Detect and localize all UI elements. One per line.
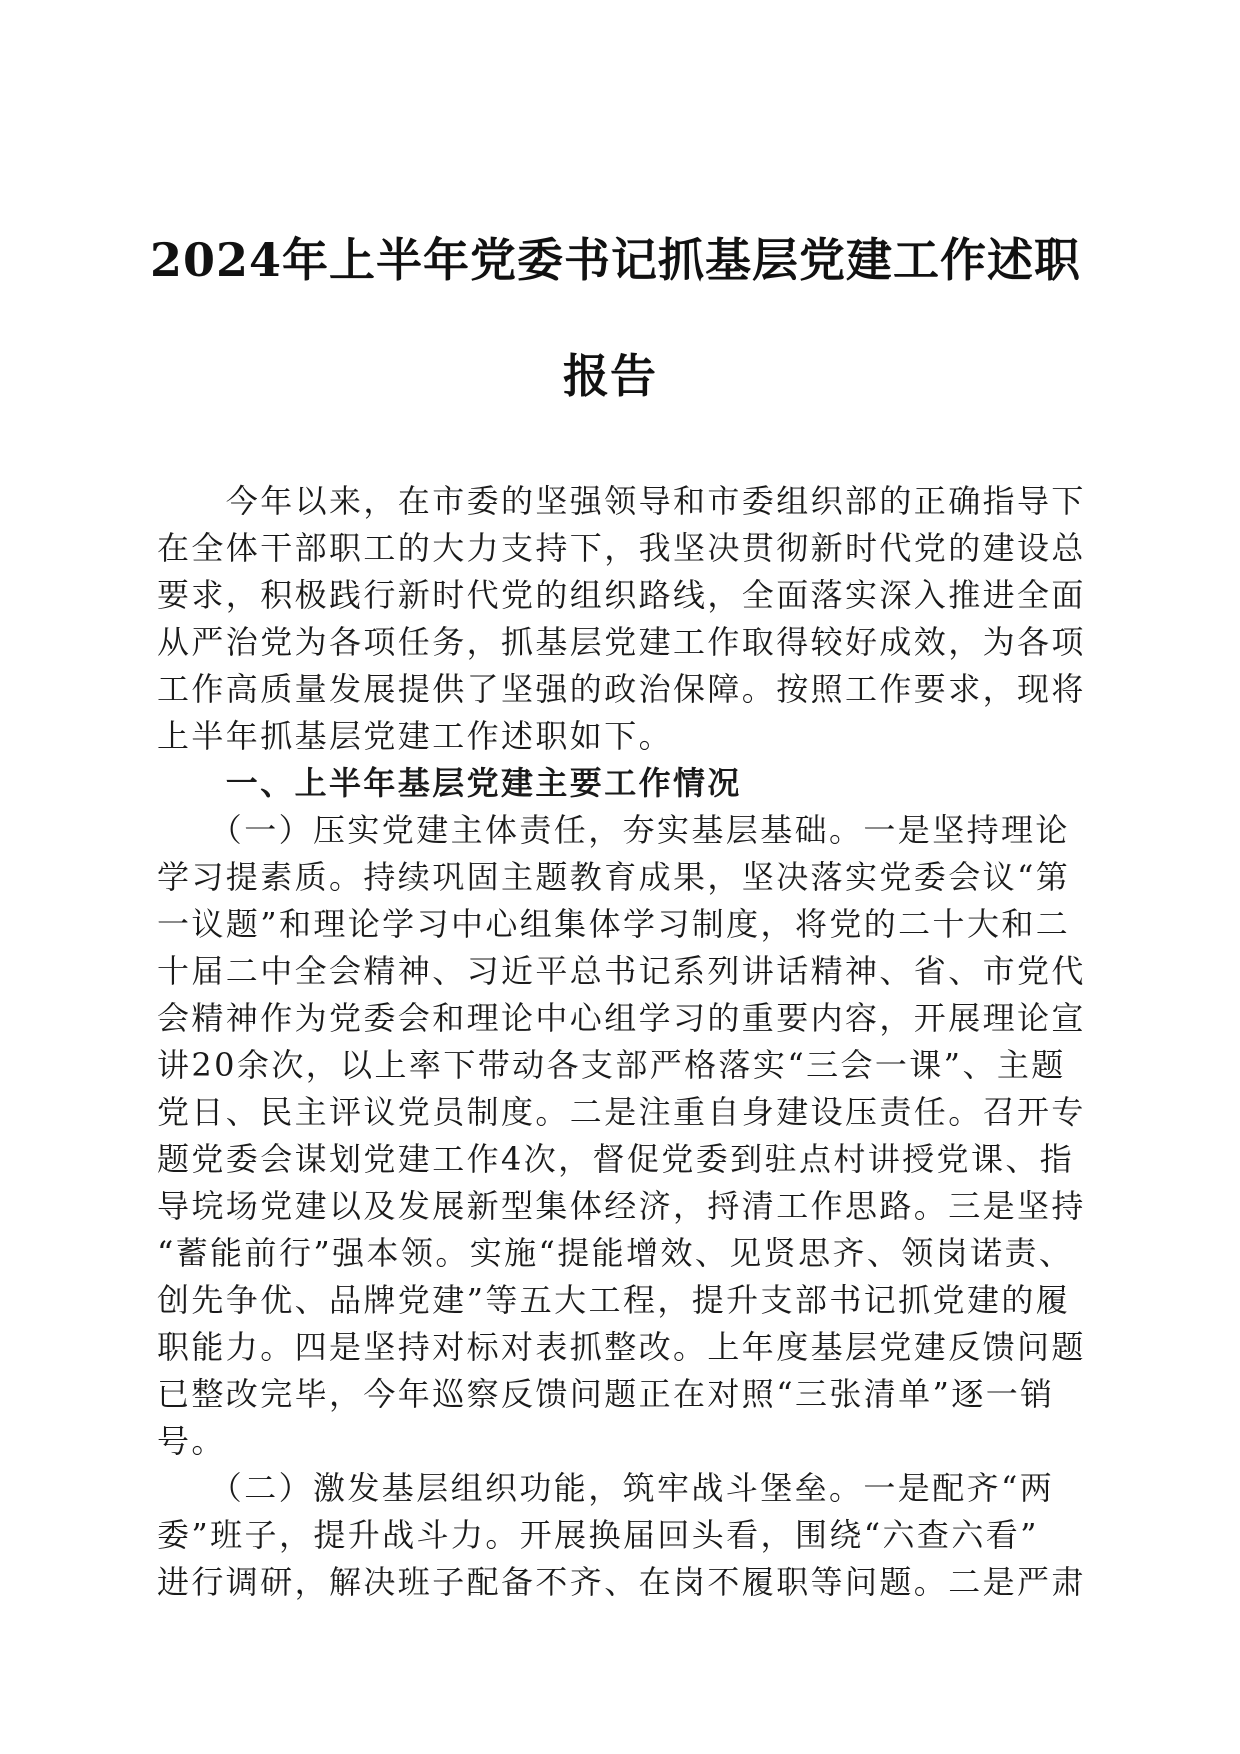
paragraph-line: 在全体干部职工的大力支持下，我坚决贯彻新时代党的建设总: [157, 529, 1086, 567]
paragraph-line: 一议题”和理论学习中心组集体学习制度，将党的二十大和二: [157, 905, 1071, 943]
document-body: [157, 478, 1097, 1606]
paragraph-line: 讲20余次，以上率下带动各支部严格落实“三会一课”、主题: [157, 1046, 1066, 1084]
paragraph-line: 工作高质量发展提供了坚强的政治保障。按照工作要求，现将: [157, 670, 1086, 708]
paragraph-line: 十届二中全会精神、习近平总书记系列讲话精神、省、市党代: [157, 952, 1086, 990]
document-title-line-1: 2024年上半年党委书记抓基层党建工作述职: [150, 233, 1082, 287]
paragraph-line: （一）压实党建主体责任，夯实基层基础。一是坚持理论: [157, 811, 1070, 849]
paragraph-line: 号。: [157, 1422, 226, 1460]
paragraph-line: 上半年抓基层党建工作述职如下。: [157, 717, 674, 755]
paragraph-line: 职能力。四是坚持对标对表抓整改。上年度基层党建反馈问题: [157, 1328, 1086, 1366]
paragraph-line: （二）激发基层组织功能，筑牢战斗堡垒。一是配齐“两: [157, 1469, 1055, 1507]
paragraph-line: 进行调研，解决班子配备不齐、在岗不履职等问题。二是严肃: [157, 1563, 1086, 1601]
paragraph-line: 导垸场党建以及发展新型集体经济，捋清工作思路。三是坚持: [157, 1187, 1086, 1225]
paragraph-line: 要求，积极践行新时代党的组织路线，全面落实深入推进全面: [157, 576, 1086, 614]
paragraph-line: 从严治党为各项任务，抓基层党建工作取得较好成效，为各项: [157, 623, 1086, 661]
paragraph-line: 创先争优、品牌党建”等五大工程，提升支部书记抓党建的履: [157, 1281, 1071, 1319]
document-title-line-2: 报告: [563, 349, 657, 403]
section-heading: 一、上半年基层党建主要工作情况: [157, 764, 742, 802]
paragraph-line: 党日、民主评议党员制度。二是注重自身建设压责任。召开专: [157, 1093, 1086, 1131]
paragraph-line: 今年以来，在市委的坚强领导和市委组织部的正确指导下: [157, 482, 1086, 520]
paragraph-line: 委”班子，提升战斗力。开展换届回头看，围绕“六查六看”: [157, 1516, 1039, 1554]
paragraph-line: “蓄能前行”强本领。实施“提能增效、见贤思齐、领岗诺责、: [157, 1234, 1074, 1272]
paragraph-line: 题党委会谋划党建工作4次，督促党委到驻点村讲授党课、指: [157, 1140, 1075, 1178]
paragraph-line: 学习提素质。持续巩固主题教育成果，坚决落实党委会议“第: [157, 858, 1071, 896]
paragraph-line: 已整改完毕，今年巡察反馈问题正在对照“三张清单”逐一销: [157, 1375, 1055, 1413]
paragraph-line: 会精神作为党委会和理论中心组学习的重要内容，开展理论宣: [157, 999, 1086, 1037]
